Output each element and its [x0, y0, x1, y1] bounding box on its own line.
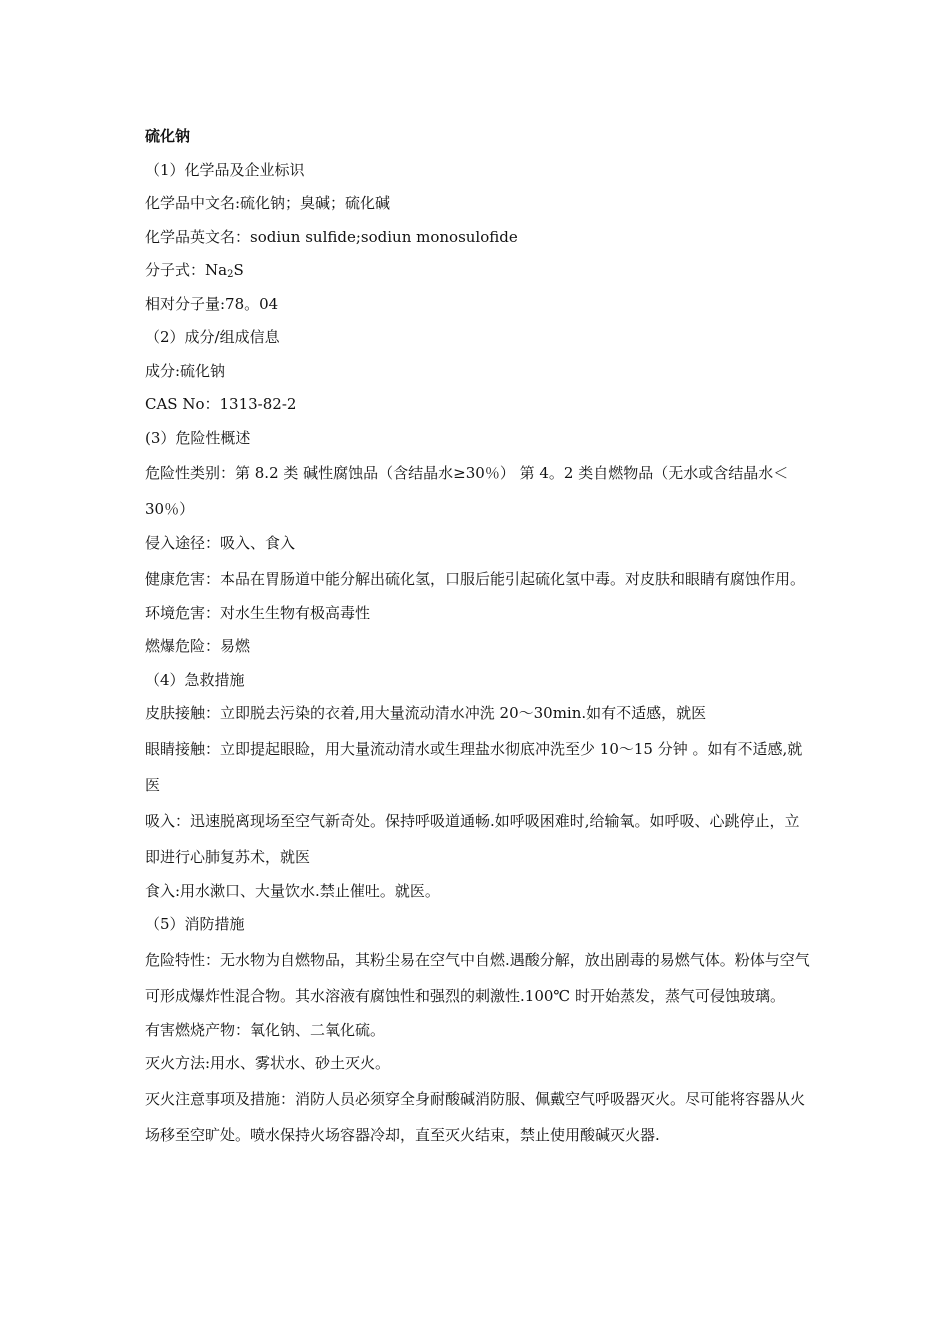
eye-contact: 眼睛接触：立即提起眼睑，用大量流动清水或生理盐水彻底冲洗至少 10～15 分钟 。如有不适感,就医 [145, 739, 803, 794]
section-2-heading: （2）成分/组成信息 [145, 328, 280, 346]
english-name: 化学品英文名：sodiun sulfide;sodiun monosulofide [145, 227, 518, 246]
section-1-heading: （1）化学品及企业标识 [145, 160, 305, 179]
component: 成分:硫化钠 [145, 361, 226, 380]
section-3-heading: (3）危险性概述 [145, 428, 251, 447]
molecular-formula [145, 254, 810, 288]
environment-hazard: 环境危害：对水生生物有极高毒性 [145, 603, 371, 622]
formula-prefix: 分子式：Na [145, 261, 228, 279]
hazard-class: 危险性类别：第 8.2 类 碱性腐蚀品（含结晶水≥30％） 第 4。2 类自燃物品（无水或含结晶水＜30％） [145, 464, 789, 518]
section-4-heading: （4）急救措施 [145, 670, 245, 689]
molecular-weight: 相对分子量:78。04 [145, 294, 279, 313]
entry-route: 侵入途径：吸入、食入 [145, 534, 296, 552]
document-title: 硫化钠 [145, 127, 191, 145]
firefighting-precautions: 灭火注意事项及措施：消防人员必须穿全身耐酸碱消防服、佩戴空气呼吸器灭火。尽可能将容器从火场移至空旷处。喷水保持火场容器冷却，直至灭火结束，禁止使用酸碱灭火器. [145, 1089, 806, 1144]
section-5-heading: （5）消防措施 [145, 915, 245, 933]
formula-subscript: 2 [227, 269, 234, 280]
health-hazard: 健康危害：本品在胃肠道中能分解出硫化氢，口服后能引起硫化氢中毒。对皮肤和眼睛有腐蚀作用。 [145, 569, 806, 588]
chinese-name: 化学品中文名:硫化钠；臭碱；硫化碱 [145, 194, 391, 212]
document-page [145, 120, 810, 1153]
combustion-products: 有害燃烧产物：氧化钠、二氧化硫。 [145, 1020, 386, 1039]
skin-contact: 皮肤接触：立即脱去污染的衣着,用大量流动清水冲洗 20～30min.如有不适感，就医 [145, 704, 707, 722]
ingestion: 食入:用水漱口、大量饮水.禁止催吐。就医。 [145, 881, 440, 900]
extinguishing-method: 灭火方法:用水、雾状水、砂土灭火。 [145, 1054, 391, 1072]
cas-number: CAS No：1313-82-2 [145, 395, 297, 413]
fire-hazard: 危险特性：无水物为自燃物品，其粉尘易在空气中自燃.遇酸分解，放出剧毒的易燃气体。粉体与空气可形成爆炸性混合物。其水溶液有腐蚀性和强烈的刺激性.100℃ 时开始蒸发，蒸气可侵蚀玻璃。 [145, 950, 810, 1005]
formula-suffix: S [233, 261, 244, 279]
inhalation: 吸入：迅速脱离现场至空气新奇处。保持呼吸道通畅.如呼吸困难时,给输氧。如呼吸、心跳停止，立即进行心肺复苏术，就医 [145, 811, 800, 866]
explosion-hazard: 燃爆危险：易燃 [145, 637, 251, 655]
